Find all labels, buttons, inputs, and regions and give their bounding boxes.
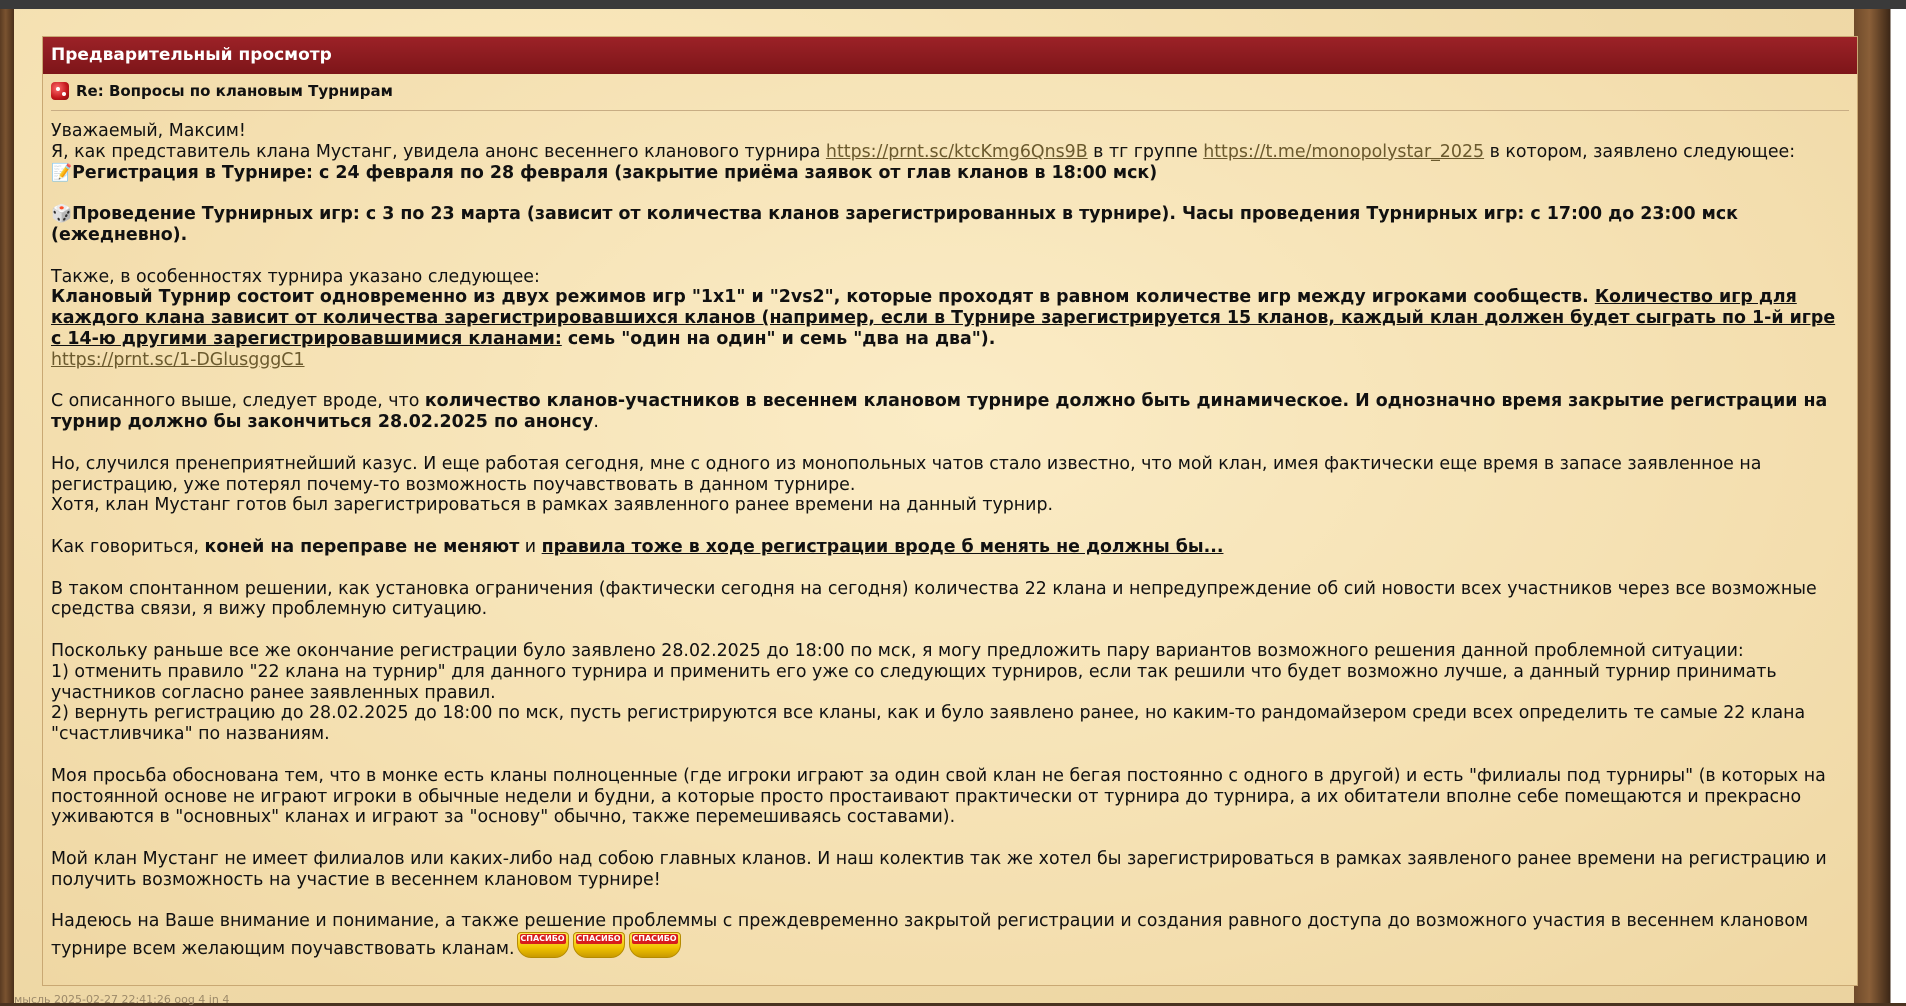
post-body [43, 111, 1857, 960]
option-2: 2) вернуть регистрацию до 28.02.2025 до 18:00 по мск, пусть регистрируются все кланы, как и було заявлено ранее, но каким-то рандомайзером среди всех определить те самые 22 клана "счастливчика" по названиям. [51, 703, 1806, 745]
incident-paragraph: Но, случился пренеприятнейший казус. И еще работая сегодня, мне с одного из монопольных чатов стало известно, что мой клан, имея фактически еще время в запасе заявленное на регистрацию, уже потерял почему-то возможность поучавствовать в данном турнире. [51, 453, 1762, 495]
own-clan-paragraph: Мой клан Мустанг не имеет филиалов или каких-либо над собою главных кланов. И наш колектив так же хотел бы зарегистрироваться в рамках заявленого ранее времени на регистрацию и получить возможность на участие в весеннем клановом турнире! [51, 848, 1827, 890]
conclusion-paragraph: С описанного выше, следует вроде, что количество кланов-участников в весеннем клановом турнире должно быть динамическое. И однозначно время закрытие регистрации на турнир должно бы закончиться 28.02.2025 по анонсу. [51, 391, 1828, 433]
announcement-link[interactable]: https://prnt.sc/ktcKmg6Qns9B [825, 141, 1088, 162]
preview-header: Предварительный просмотр [43, 37, 1857, 74]
memo-icon: 📝 [51, 162, 73, 183]
screenshot-link-line [51, 350, 1845, 371]
saying-paragraph: Как говориться, коней на переправе не меняют и правила тоже в ходе регистрации вроде б менять не должны бы... [51, 536, 1224, 557]
dice-icon [51, 82, 69, 100]
intro-paragraph: Я, как представитель клана Мустанг, увидела анонс весеннего кланового турнира https://prnt.sc/ktcKmg6Qns9B в тг группе https://t.me/monopolystar_2025 в котором, заявлено следующее: [51, 141, 1796, 162]
thanks-sticker-icon: СПАСИБО [629, 932, 681, 958]
preview-panel [42, 36, 1858, 986]
thanks-sticker-icon: СПАСИБО [573, 932, 625, 958]
left-frame-border [0, 9, 14, 1003]
screenshot-link[interactable]: https://prnt.sc/1-DGlusgggC1 [51, 349, 305, 370]
closing-paragraph: Надеюсь на Ваше внимание и понимание, а также решение проблеммы с преждевременно закрытой регистрации и создания равного доступа до возможного участия в весеннем клановом турнире всем желающим поучавствовать кланам. СПАСИБО СПАСИБО СПАСИБО [51, 911, 1809, 960]
dice-emoji-icon: 🎲 [51, 204, 73, 225]
post-subject [51, 74, 1849, 111]
games-line: 🎲Проведение Турнирных игр: с 3 по 23 марта (зависит от количества кланов зарегистрированных в турнире). Часы проведения Турнирных игр: с 17:00 до 23:00 мск (ежедневно). [51, 204, 1738, 245]
greeting: Уважаемый, Максим! [51, 121, 246, 141]
registration-line: 📝Регистрация в Турнире: с 24 февраля по 28 февраля (закрытие приёма заявок от глав кланов в 18:00 мск) [51, 162, 1158, 183]
thanks-sticker-icon: СПАСИБО [517, 932, 569, 958]
features-intro: Также, в особенностях турнира указано следующее: [51, 266, 540, 287]
right-frame-border [1854, 9, 1906, 1003]
features-paragraph: Клановый Турнир состоит одновременно из двух режимов игр "1х1" и "2vs2", которые проходят в равном количестве игр между игроками сообществ. Количество игр для каждого клана зависит от количества зарегистрировавшихся кланов (например, если в Турнире зарегистрируется 15 кланов, каждый клан должен будет сыграть по 1-й игре с 14-ю другими зарегистрировавшимися кланами: семь "один на один" и семь "два на два"). [51, 287, 1836, 349]
problem-paragraph: В таком спонтанном решении, как установка ограничения (фактически сегодня на сегодня) количества 22 клана и непредупреждение об сий новости всех участников через все возможные средства связи, я вижу проблемную ситуацию. [51, 578, 1817, 620]
justification-paragraph: Моя просьба обоснована тем, что в монке есть кланы полноценные (где игроки играют за один свой клан не бегая постоянно с одного в другой) и есть "филиалы под турниры" (в которых на постоянной основе не играют игроки в обычные недели и будни, а которые просто простаивают практически от турнира до турнира, а их обитатели вполне себе помещаются и прекрасно уживаются в "основных" кланах и играют за "основу" обычно, также перемешиваясь составами). [51, 765, 1826, 828]
options-intro: Поскольку раньше все же окончание регистрации було заявлено 28.02.2025 до 18:00 по мск, я могу предложить пару вариантов возможного решения данной проблемной ситуации: [51, 640, 1744, 661]
option-1: 1) отменить правило "22 клана на турнир" для данного турнира и применить его уже со следующих турниров, если так решили что будет возможно лучше, а данный турнир принимать участников согласно ранее заявленных правил. [51, 661, 1777, 703]
ready-paragraph: Хотя, клан Мустанг готов был зарегистрироваться в рамках заявленного ранее времени на данный турнир. [51, 495, 1054, 516]
post-subject-text: Re: Вопросы по клановым Турнирам [76, 82, 393, 100]
footer-status: мысль 2025-02-27 22:41:26 oog 4 in 4 [14, 993, 230, 1006]
telegram-group-link[interactable]: https://t.me/monopolystar_2025 [1203, 141, 1485, 162]
thanks-stickers [517, 932, 681, 958]
